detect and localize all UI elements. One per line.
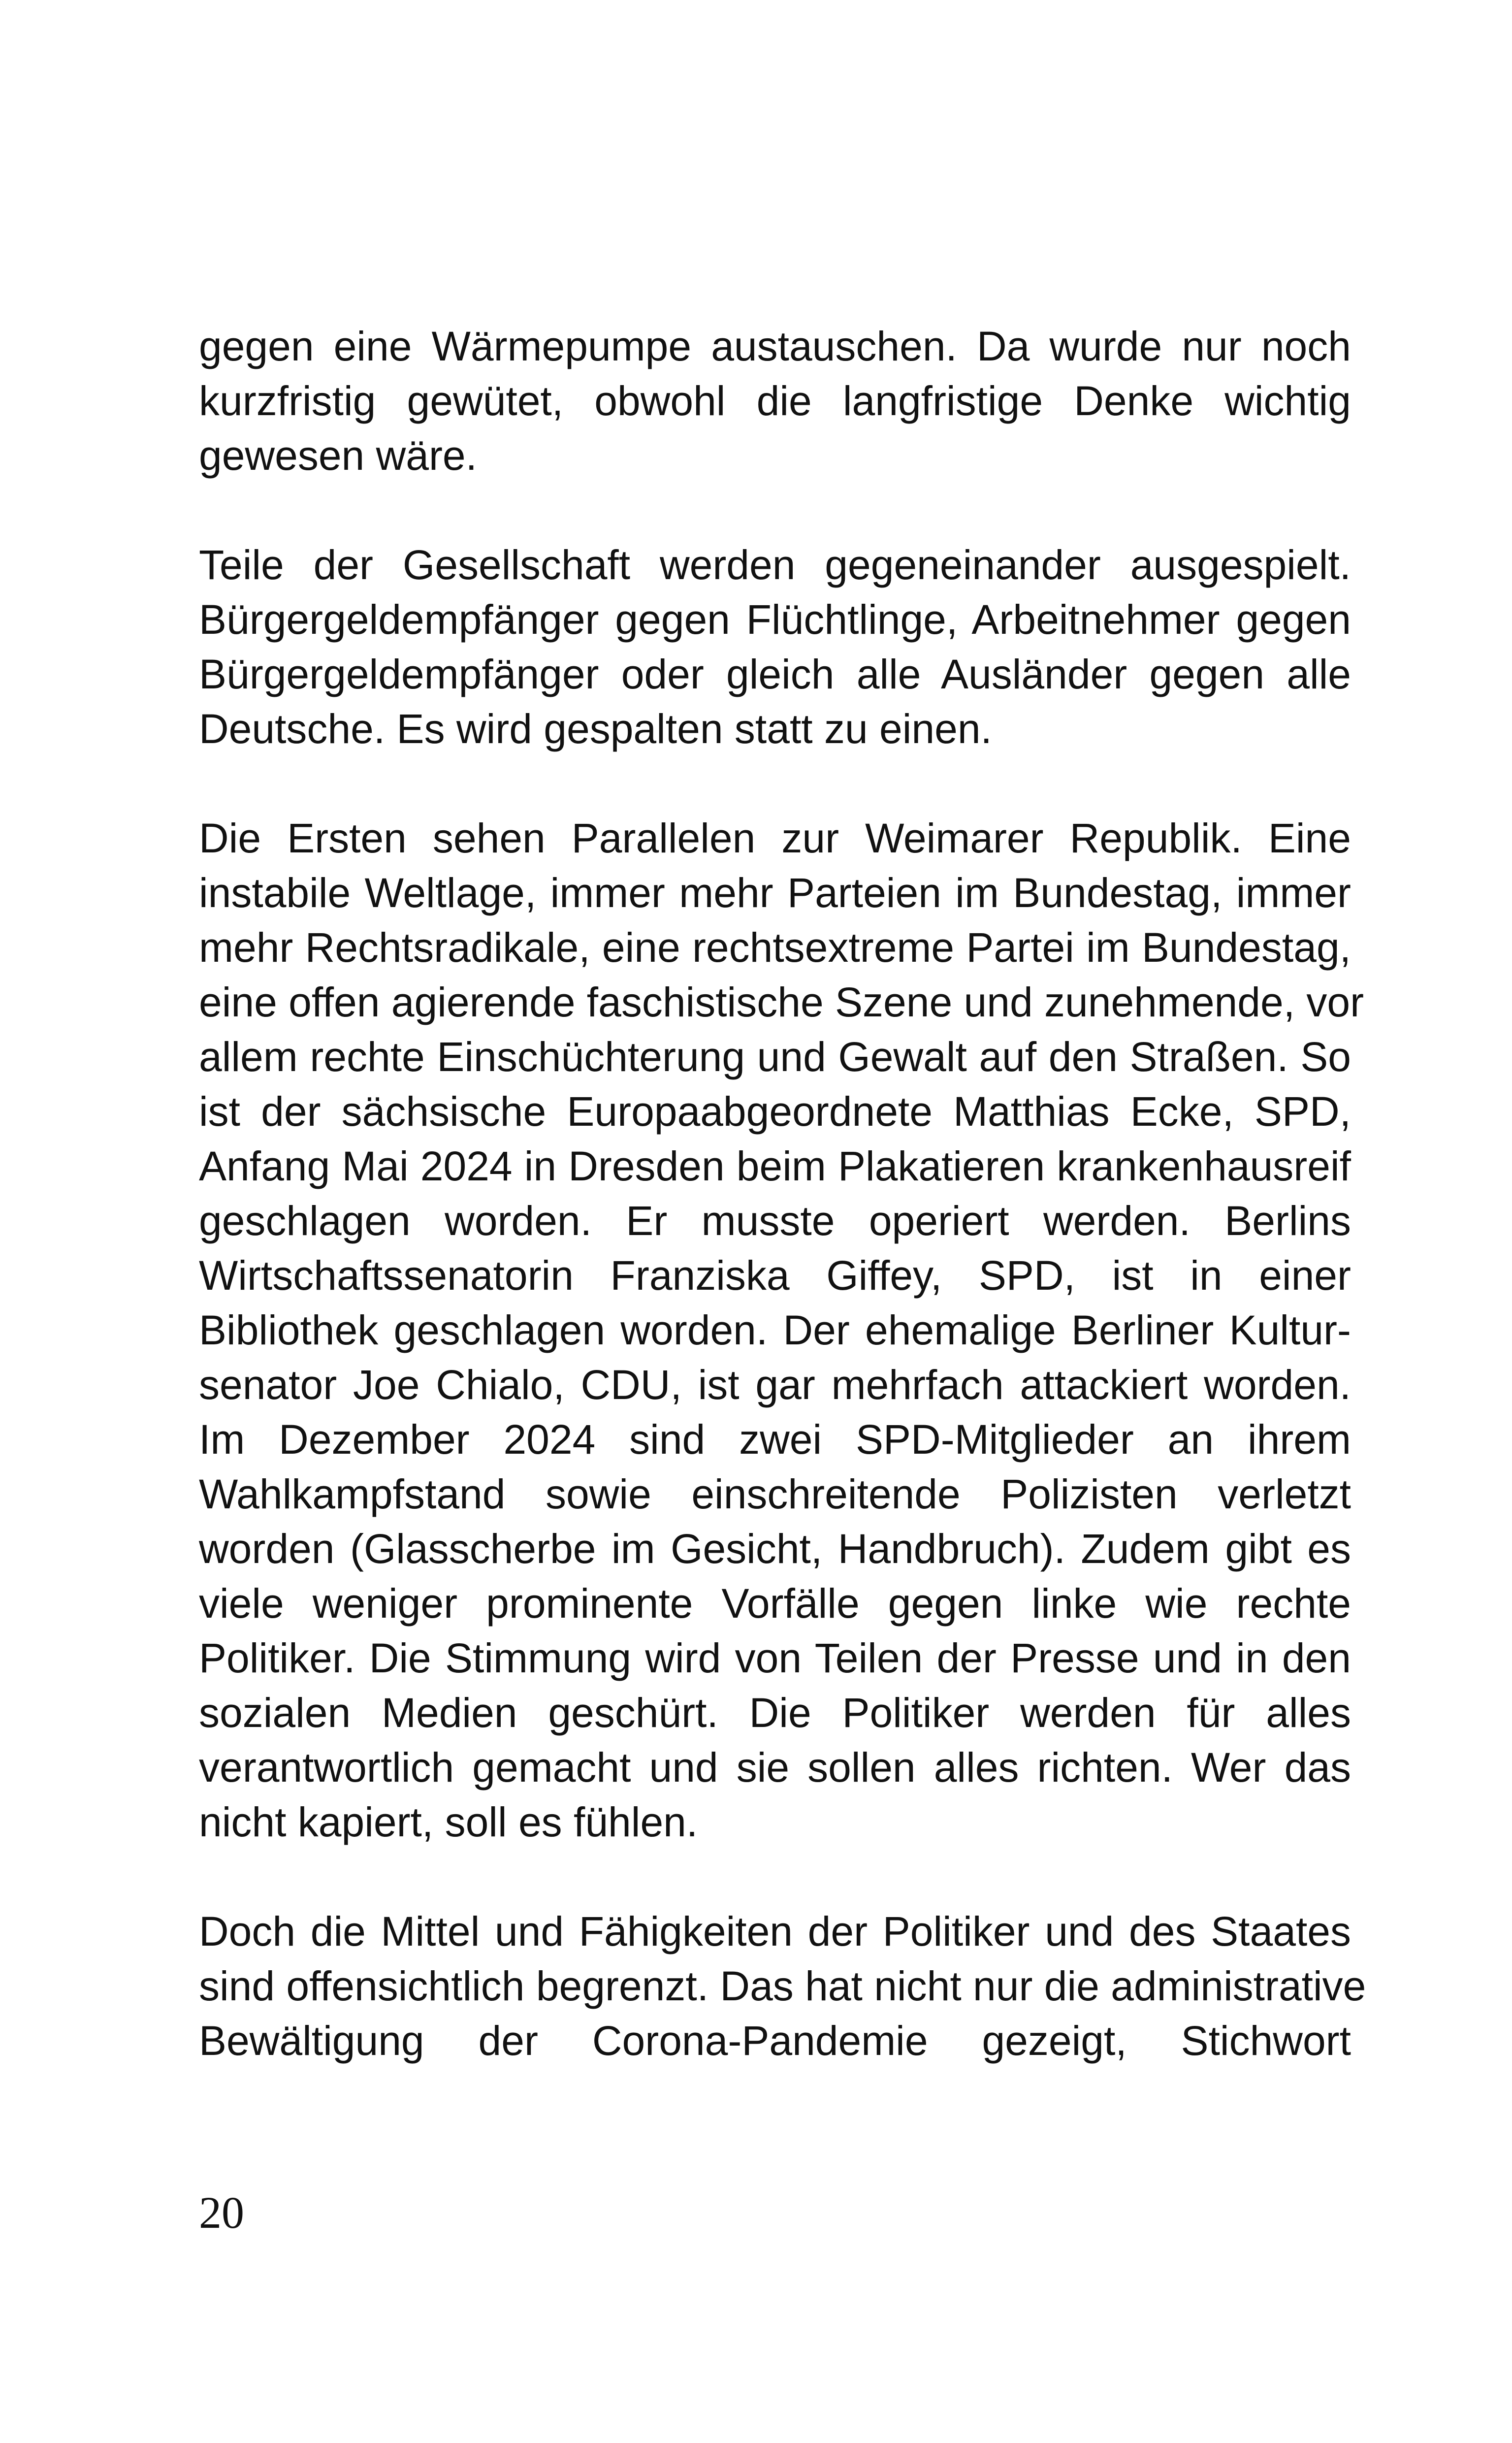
text-line: nicht kapiert, soll es fühlen. — [199, 1799, 698, 1845]
text-line: Bürgergeldempfänger gegen Flüchtlinge, Arbeitnehmer gegen — [199, 596, 1351, 643]
paragraph-2 — [199, 538, 1351, 756]
text-line: Deutsche. Es wird gespalten statt zu einen. — [199, 706, 992, 752]
text-line: sind offensichtlich begrenzt. Das hat nicht nur die administrative — [199, 1963, 1366, 2009]
text-line: Wirtschaftssenatorin Franziska Giffey, SPD, ist in einer — [199, 1252, 1351, 1299]
paragraph-4 — [199, 1904, 1366, 2068]
text-line: verantwortlich gemacht und sie sollen alles richten. Wer das — [199, 1744, 1351, 1791]
paragraph-1 — [199, 319, 1351, 483]
text-line: viele weniger prominente Vorfälle gegen linke wie rechte — [199, 1580, 1351, 1627]
text-line: Im Dezember 2024 sind zwei SPD-Mitglieder an ihrem — [199, 1416, 1351, 1463]
paragraph-3 — [199, 811, 1364, 1850]
text-line: kurzfristig gewütet, obwohl die langfristige Denke wichtig — [199, 378, 1351, 424]
text-line: allem rechte Einschüchterung und Gewalt auf den Straßen. So — [199, 1034, 1351, 1080]
page-number: 20 — [199, 2187, 244, 2238]
text-line: Teile der Gesellschaft werden gegeneinander ausgespielt. — [199, 542, 1351, 588]
text-line: eine offen agierende faschistische Szene und zunehmende, vor — [199, 979, 1364, 1025]
text-line: mehr Rechtsradikale, eine rechtsextreme Partei im Bundestag, — [199, 924, 1351, 971]
text-line: sozialen Medien geschürt. Die Politiker werden für alles — [199, 1690, 1351, 1736]
text-line: gewesen wäre. — [199, 432, 477, 479]
text-line: Bibliothek geschlagen worden. Der ehemalige Berliner Kultur- — [199, 1307, 1351, 1353]
text-line: Anfang Mai 2024 in Dresden beim Plakatieren krankenhausreif — [199, 1143, 1351, 1189]
text-line: gegen eine Wärmepumpe austauschen. Da wurde nur noch — [199, 323, 1351, 369]
text-line: instabile Weltlage, immer mehr Parteien im Bundestag, immer — [199, 870, 1351, 916]
text-line: worden (Glasscherbe im Gesicht, Handbruch). Zudem gibt es — [199, 1526, 1351, 1572]
text-line: Wahlkampfstand sowie einschreitende Polizisten verletzt — [199, 1471, 1351, 1517]
text-line: Die Ersten sehen Parallelen zur Weimarer Republik. Eine — [199, 815, 1351, 861]
text-line: Politiker. Die Stimmung wird von Teilen der Presse und in den — [199, 1635, 1351, 1681]
body-text — [199, 319, 1366, 2068]
text-line: Doch die Mittel und Fähigkeiten der Politiker und des Staates — [199, 1908, 1351, 1954]
text-line: geschlagen worden. Er musste operiert werden. Berlins — [199, 1198, 1351, 1244]
text-line: Bürgergeldempfänger oder gleich alle Ausländer gegen alle — [199, 651, 1351, 697]
text-line: senator Joe Chialo, CDU, ist gar mehrfach attackiert worden. — [199, 1362, 1351, 1408]
text-line: Bewältigung der Corona-Pandemie gezeigt, Stichwort — [199, 2018, 1351, 2064]
text-line: ist der sächsische Europaabgeordnete Matthias Ecke, SPD, — [199, 1088, 1351, 1135]
